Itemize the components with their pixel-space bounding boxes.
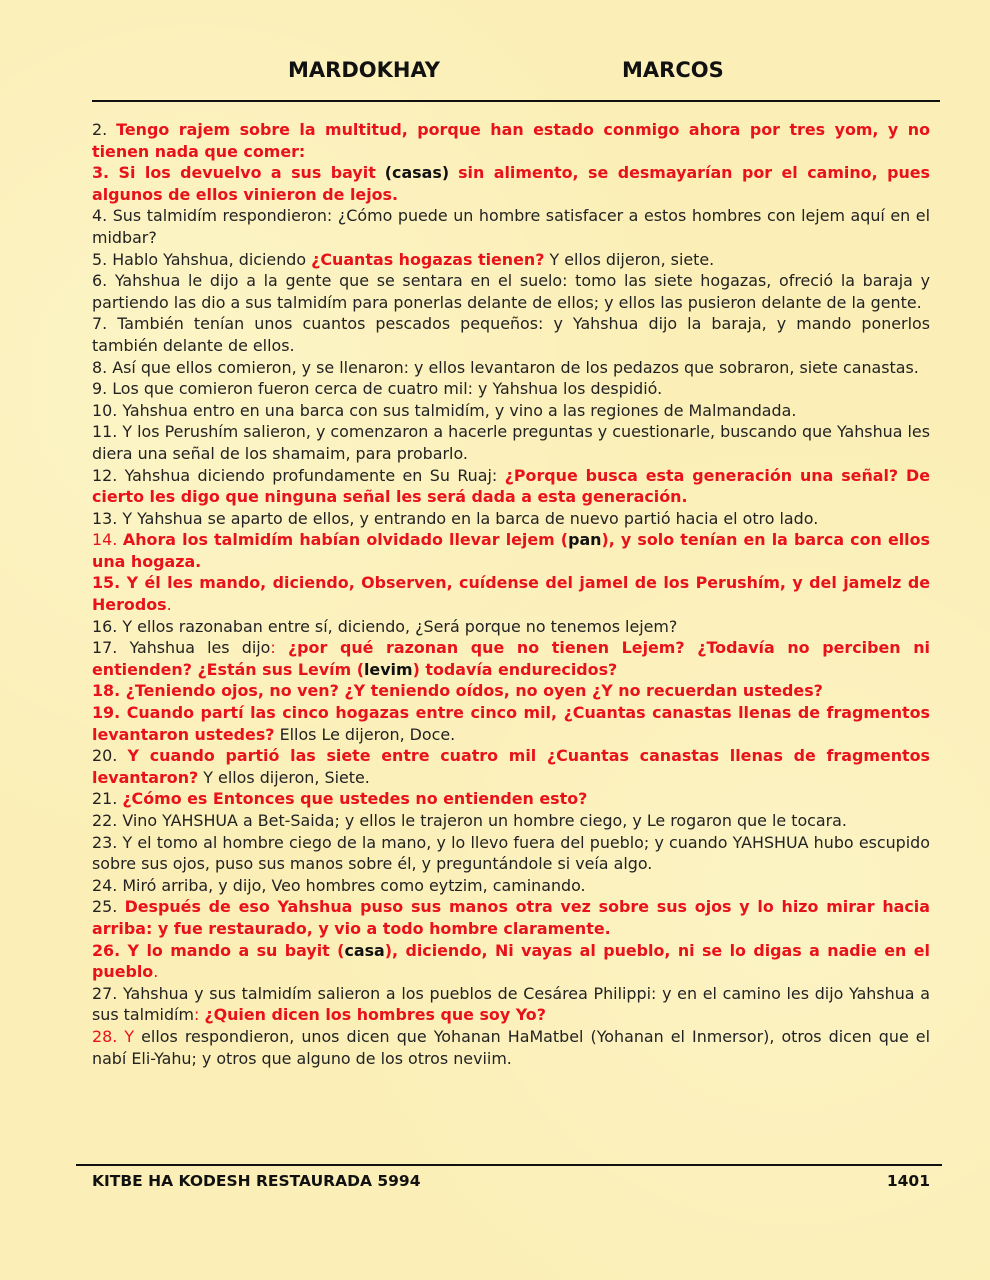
verse-20: 20. Y cuando partió las siete entre cuatro mil ¿Cuantas canastas llenas de fragmentos levantaron? Y ellos dijeron, Siete. <box>92 746 930 787</box>
verse-7: 7. También tenían unos cuantos pescados pequeños: y Yahshua dijo la baraja, y mando ponerlos también delante de ellos. <box>92 314 930 355</box>
verse-17: 17. Yahshua les dijo: ¿por qué razonan que no tienen Lejem? ¿Todavía no perciben ni entienden? ¿Están sus Levím (levim) todavía endurecidos? <box>92 638 930 679</box>
page-header <box>92 58 940 88</box>
verse-9: 9. Los que comieron fueron cerca de cuatro mil: y Yahshua los despidió. <box>92 379 663 399</box>
verse-19: 19. Cuando partí las cinco hogazas entre cinco mil, ¿Cuantas canastas llenas de fragmentos levantaron ustedes? Ellos Le dijeron, Doce. <box>92 703 930 744</box>
footer-title: KITBE HA KODESH RESTAURADA 5994 <box>92 1172 421 1190</box>
verse-27: 27. Yahshua y sus talmidím salieron a los pueblos de Cesárea Philippi: y en el camino les dijo Yahshua a sus talmidím: ¿Quien dicen los hombres que soy Yo? <box>92 983 930 1025</box>
header-divider <box>92 100 940 102</box>
verse-28: 28. Y ellos respondieron, unos dicen que Yohanan HaMatbel (Yohanan el Inmersor), otros dicen que el nabí Eli-Yahu; y otros que alguno de los otros neviim. <box>92 1026 931 1068</box>
verse-10: 10. Yahshua entro en una barca con sus talmidím, y vino a las regiones de Malmandada. <box>92 400 797 420</box>
book-title-spanish: MARCOS <box>622 58 724 82</box>
verse-3: 3. Si los devuelvo a sus bayit (casas) sin alimento, se desmayarían por el camino, pues algunos de ellos vinieron de lejos. <box>92 163 930 204</box>
verse-11: 11. Y los Perushím salieron, y comenzaron a hacerle preguntas y cuestionarle, buscando que Yahshua les diera una señal de los shamaim, para probarlo. <box>92 422 930 463</box>
verse-13: 13. Y Yahshua se aparto de ellos, y entrando en la barca de nuevo partió hacia el otro lado. <box>92 508 819 528</box>
verse-22: 22. Vino YAHSHUA a Bet-Saida; y ellos le trajeron un hombre ciego, y Le rogaron que le tocara. <box>92 811 847 830</box>
page-number: 1401 <box>886 1172 930 1190</box>
footer-divider <box>76 1164 942 1166</box>
verse-12: 12. Yahshua diciendo profundamente en Su Ruaj: ¿Porque busca esta generación una señal? De cierto les digo que ninguna señal les será dada a esta generación. <box>92 465 930 507</box>
verse-6: 6. Yahshua le dijo a la gente que se sentara en el suelo: tomo las siete hogazas, ofreció la baraja y partiendo las dio a sus talmidím para ponerlas delante de ellos; y ellos las pusieron delante de la gente. <box>92 271 930 312</box>
verse-23: 23. Y el tomo al hombre ciego de la mano, y lo llevo fuera del pueblo; y cuando YAHSHUA hubo escupido sobre sus ojos, puso sus manos sobre él, y preguntándole si veía algo. <box>92 832 930 874</box>
verse-2: 2. Tengo rajem sobre la multitud, porque han estado conmigo ahora por tres yom, y no tienen nada que comer: <box>92 120 930 161</box>
verse-5: 5. Hablo Yahshua, diciendo ¿Cuantas hogazas tienen? Y ellos dijeron, siete. <box>92 249 715 269</box>
verse-18: 18. ¿Teniendo ojos, no ven? ¿Y teniendo oídos, no oyen ¿Y no recuerdan ustedes? <box>92 681 823 701</box>
book-title-hebrew: MARDOKHAY <box>288 58 440 82</box>
chapter-text <box>92 119 930 1069</box>
verse-24: 24. Miró arriba, y dijo, Veo hombres como eytzim, caminando. <box>92 875 586 895</box>
verse-15: 15. Y él les mando, diciendo, Observen, cuídense del jamel de los Perushím, y del jamelz de Herodos. <box>92 573 930 615</box>
verse-4: 4. Sus talmidím respondieron: ¿Cómo puede un hombre satisfacer a estos hombres con lejem aquí en el midbar? <box>92 206 930 247</box>
verse-25: 25. Después de eso Yahshua puso sus manos otra vez sobre sus ojos y lo hizo mirar hacia arriba: y fue restaurado, y vio a todo hombre claramente. <box>92 897 930 938</box>
verse-26: 26. Y lo mando a su bayit (casa), diciendo, Ni vayas al pueblo, ni se lo digas a nadie en el pueblo. <box>92 940 930 982</box>
verse-21: 21. ¿Cómo es Entonces que ustedes no entienden esto? <box>92 789 588 809</box>
verse-8: 8. Así que ellos comieron, y se llenaron: y ellos levantaron de los pedazos que sobraron, siete canastas. <box>92 357 919 377</box>
page-footer <box>92 1172 930 1194</box>
verse-14: 14. Ahora los talmidím habían olvidado llevar lejem (pan), y solo tenían en la barca con ellos una hogaza. <box>92 530 930 571</box>
verse-16: 16. Y ellos razonaban entre sí, diciendo, ¿Será porque no tenemos lejem? <box>92 616 678 636</box>
